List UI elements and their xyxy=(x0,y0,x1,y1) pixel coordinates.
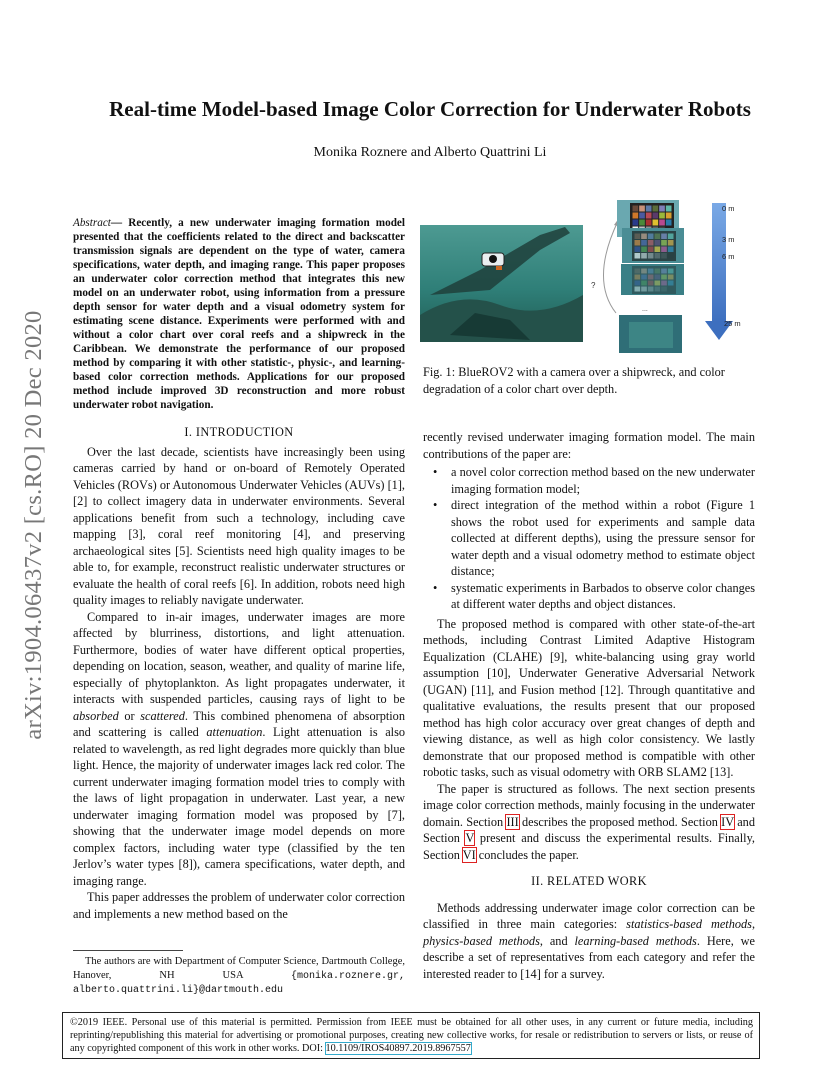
color-patch xyxy=(648,281,654,286)
color-patch xyxy=(641,269,647,274)
color-patch xyxy=(646,213,652,219)
color-patch xyxy=(653,213,659,219)
contributions-list xyxy=(423,464,755,613)
color-chart-25m xyxy=(619,315,682,353)
color-patch xyxy=(646,220,652,226)
color-patch xyxy=(641,281,647,286)
color-patch xyxy=(635,287,641,292)
list-item: • direct integration of the method within a robot (Figure 1 shows the robot used for experiments and sample data collected at different depths), using the pressure sensor for water depth and a visual odometry method to estimate object distance; xyxy=(433,498,755,578)
section-vi-link[interactable]: VI xyxy=(462,847,476,862)
depth-label-0m: 0 m xyxy=(722,204,735,213)
color-patch xyxy=(648,253,654,259)
section-heading-related-work: II. RELATED WORK xyxy=(531,874,647,888)
list-item: • a novel color correction method based on the new underwater imaging formation model; xyxy=(433,465,755,496)
left-column xyxy=(73,424,405,922)
color-patch xyxy=(666,206,672,212)
color-patch xyxy=(668,287,674,292)
depth-label-3m: 3 m xyxy=(722,235,735,244)
color-patch xyxy=(639,220,645,226)
color-patch xyxy=(659,220,665,226)
color-patch xyxy=(641,287,647,292)
color-patch xyxy=(655,281,661,286)
abstract-label: Abstract xyxy=(73,217,111,229)
color-patch xyxy=(661,253,667,259)
color-patch xyxy=(668,247,674,253)
color-patch xyxy=(648,240,654,246)
section-v-link[interactable]: V xyxy=(465,831,475,845)
color-patch xyxy=(655,275,661,280)
color-patch xyxy=(635,247,641,253)
right-column xyxy=(423,429,755,982)
depth-label-6m: 6 m xyxy=(722,252,735,261)
shipwreck-photo xyxy=(420,225,583,342)
color-patch xyxy=(668,269,674,274)
color-patch xyxy=(641,234,647,240)
copyright-notice: ©2019 IEEE. Personal use of this material is permitted. Permission from IEEE must be obtained for all other uses, in any current or future media, including reprinting/republishing this material for advertising or promotional purposes, creating new collective works, for resale or redistribution to servers or lists, or reuse of any copyrighted component of this work in other works. DOI: 10.1109/IROS40897.2019.8967557 xyxy=(62,1012,760,1059)
list-item: • systematic experiments in Barbados to observe color changes at different water depths and object distances. xyxy=(433,580,755,611)
color-patch xyxy=(666,213,672,219)
color-patch xyxy=(641,275,647,280)
intro-paragraph-2: Compared to in-air images, underwater images are more affected by blurriness, distortions, and light attenuation. Furthermore, bodies of water have different optical properties, depending on location, season, weather, and quality of marine life, especially of phytoplankton. As light propagates underwater, it interacts with suspended particles, causing rays of light to be absorbed or scattered. This combined phenomena of absorption and scattering is called attenuation. Light attenuation is also related to wavelength, as red light degrades more quickly than blue light. Hence, the majority of underwater images lack red color. The current underwater imaging formation model tries to comply with the laws of light propagation in underwater. Last year, a new underwater imaging formation model was proposed by [7], showing that the underwater image model depends on more complex factors, including water type (classified by the ten Jerlov’s water types [8]), camera specifications, water depth, and imaging range. xyxy=(73,609,405,888)
color-patch xyxy=(639,206,645,212)
color-patch xyxy=(661,240,667,246)
color-patch xyxy=(661,247,667,253)
color-patch xyxy=(635,240,641,246)
related-work-paragraph: Methods addressing underwater image color correction can be classified in three main categories: statistics-based methods, physics-based methods, and learning-based methods. Here, we describe a set of representatives from each category and refer the interested reader to [14] for a survey. xyxy=(423,900,756,981)
paper-authors: Monika Roznere and Alberto Quattrini Li xyxy=(313,145,547,160)
color-patch xyxy=(659,206,665,212)
color-patch xyxy=(635,234,641,240)
color-patch xyxy=(641,253,647,259)
color-patch xyxy=(659,213,665,219)
color-patch xyxy=(661,269,667,274)
paper-title: Real-time Model-based Image Color Correction for Underwater Robots xyxy=(109,97,751,121)
color-patch xyxy=(653,220,659,226)
color-patch xyxy=(655,269,661,274)
doi-link[interactable]: 10.1109/IROS40897.2019.8967557 xyxy=(325,1043,471,1054)
color-patch xyxy=(668,234,674,240)
color-patch xyxy=(635,269,641,274)
arxiv-stamp: arXiv:1904.06437v2 [cs.RO] 20 Dec 2020 xyxy=(20,310,47,740)
color-patch xyxy=(668,281,674,286)
structure-paragraph: The paper is structured as follows. The next section presents image color correction methods, mainly focusing in the underwater domain. Section III describes the proposed method. Section IV and Section V present and discuss the experimental results. Finally, Section VI concludes the paper. xyxy=(423,781,755,862)
color-patch xyxy=(668,240,674,246)
footnote-divider xyxy=(73,950,183,951)
color-patch xyxy=(666,220,672,226)
abstract-text: — Recently, a new underwater imaging formation model presented that the coefficients related to the direct and backscatter transmission signals are dependent on the type of water, camera specifications, water depth, and imaging range. This paper proposes an underwater color correction method that integrates this new model on an underwater robot, using information from a pressure depth sensor for water depth and a visual odometry system for estimating scene distance. Experiments were performed with and without a color chart over coral reefs and a shipwreck in the Caribbean. We demonstrate the performance of our proposed method by comparing it with other statistic-, physic-, and learning-based color correction methods. Applications for our proposed method include improved 3D reconstruction and more robust underwater robot navigation. xyxy=(73,217,405,411)
color-patch xyxy=(648,269,654,274)
color-patch xyxy=(633,206,639,212)
section-iii-link[interactable]: III xyxy=(506,814,519,829)
color-chart-6m xyxy=(621,264,684,295)
intro-paragraph-3: This paper addresses the problem of underwater color correction and implements a new method based on the xyxy=(73,890,405,921)
color-patch xyxy=(668,275,674,280)
color-patch xyxy=(646,206,652,212)
color-patch xyxy=(653,206,659,212)
color-patch xyxy=(641,247,647,253)
color-patch xyxy=(655,240,661,246)
color-patch xyxy=(661,281,667,286)
color-patch xyxy=(648,234,654,240)
figure-1-graphic xyxy=(420,195,760,365)
color-patch xyxy=(661,287,667,292)
color-patch xyxy=(661,234,667,240)
color-patch xyxy=(635,275,641,280)
color-patch xyxy=(635,281,641,286)
contributions-intro: recently revised underwater imaging formation model. The main contributions of the paper are: xyxy=(423,430,755,461)
intro-paragraph-1: Over the last decade, scientists have increasingly been using cameras carried by hand or on-board of Remotely Operated Vehicles (ROVs) or Autonomous Underwater Vehicles (AUVs) [1], [2] to collect imagery data in underwater environments. Several applications benefit from such a technology, including cave mapping [3], coral reef monitoring [4], and preserving archaeological sites [5]. Scientists need high quality images to be able to, for example, reconstruct realistic underwater structures or evaluate the health of coral reefs [6]. In addition, robots need high quality images to reliably navigate underwater. xyxy=(73,444,405,607)
figure-1-caption: Fig. 1: BlueROV2 with a camera over a shipwreck, and color degradation of a color chart over depth. xyxy=(423,365,725,396)
color-patch xyxy=(661,275,667,280)
figure-ellipsis: ... xyxy=(642,306,648,313)
figure-question-mark: ? xyxy=(591,281,596,290)
abstract xyxy=(73,216,405,412)
color-patch xyxy=(668,253,674,259)
color-chart-3m xyxy=(622,228,684,263)
color-patch xyxy=(655,234,661,240)
color-patch xyxy=(648,247,654,253)
section-heading-introduction: I. INTRODUCTION xyxy=(184,425,294,439)
color-patch xyxy=(635,253,641,259)
figure-1 xyxy=(420,195,760,365)
color-patch xyxy=(648,287,654,292)
color-patch xyxy=(639,213,645,219)
color-patch xyxy=(633,213,639,219)
color-patch xyxy=(633,220,639,226)
author-footnote: The authors are with Department of Computer Science, Dartmouth College, Hanover, NH USA {monika.roznere.gr, alberto.quattrini.li}@dartmouth.edu xyxy=(73,956,405,996)
color-patch xyxy=(655,253,661,259)
comparison-paragraph: The proposed method is compared with other state-of-the-art methods, including Contrast Limited Adaptive Histogram Equalization (CLAHE) [9], white-balancing using gray world assumption [10], Underwater Generative Adversarial Network (UGAN) [11], and Fusion method [12]. Through quantitative and qualitative evaluations, the results present that our proposed method has high color accuracy over great changes of depth and viewing distance, as well as high color consistency. We lastly demonstrate that our proposed method is compatible with other robotic tasks, such as visual odometry with ORB SLAM2 [13]. xyxy=(423,616,755,779)
color-patch xyxy=(655,287,661,292)
author-emails: {monika.roznere.gr, alberto.quattrini.li}@dartmouth.edu xyxy=(73,970,405,996)
depth-label-25m: 25 m xyxy=(724,319,741,328)
color-patch xyxy=(655,247,661,253)
color-patch xyxy=(641,240,647,246)
section-iv-link[interactable]: IV xyxy=(721,814,734,829)
color-patch xyxy=(648,275,654,280)
